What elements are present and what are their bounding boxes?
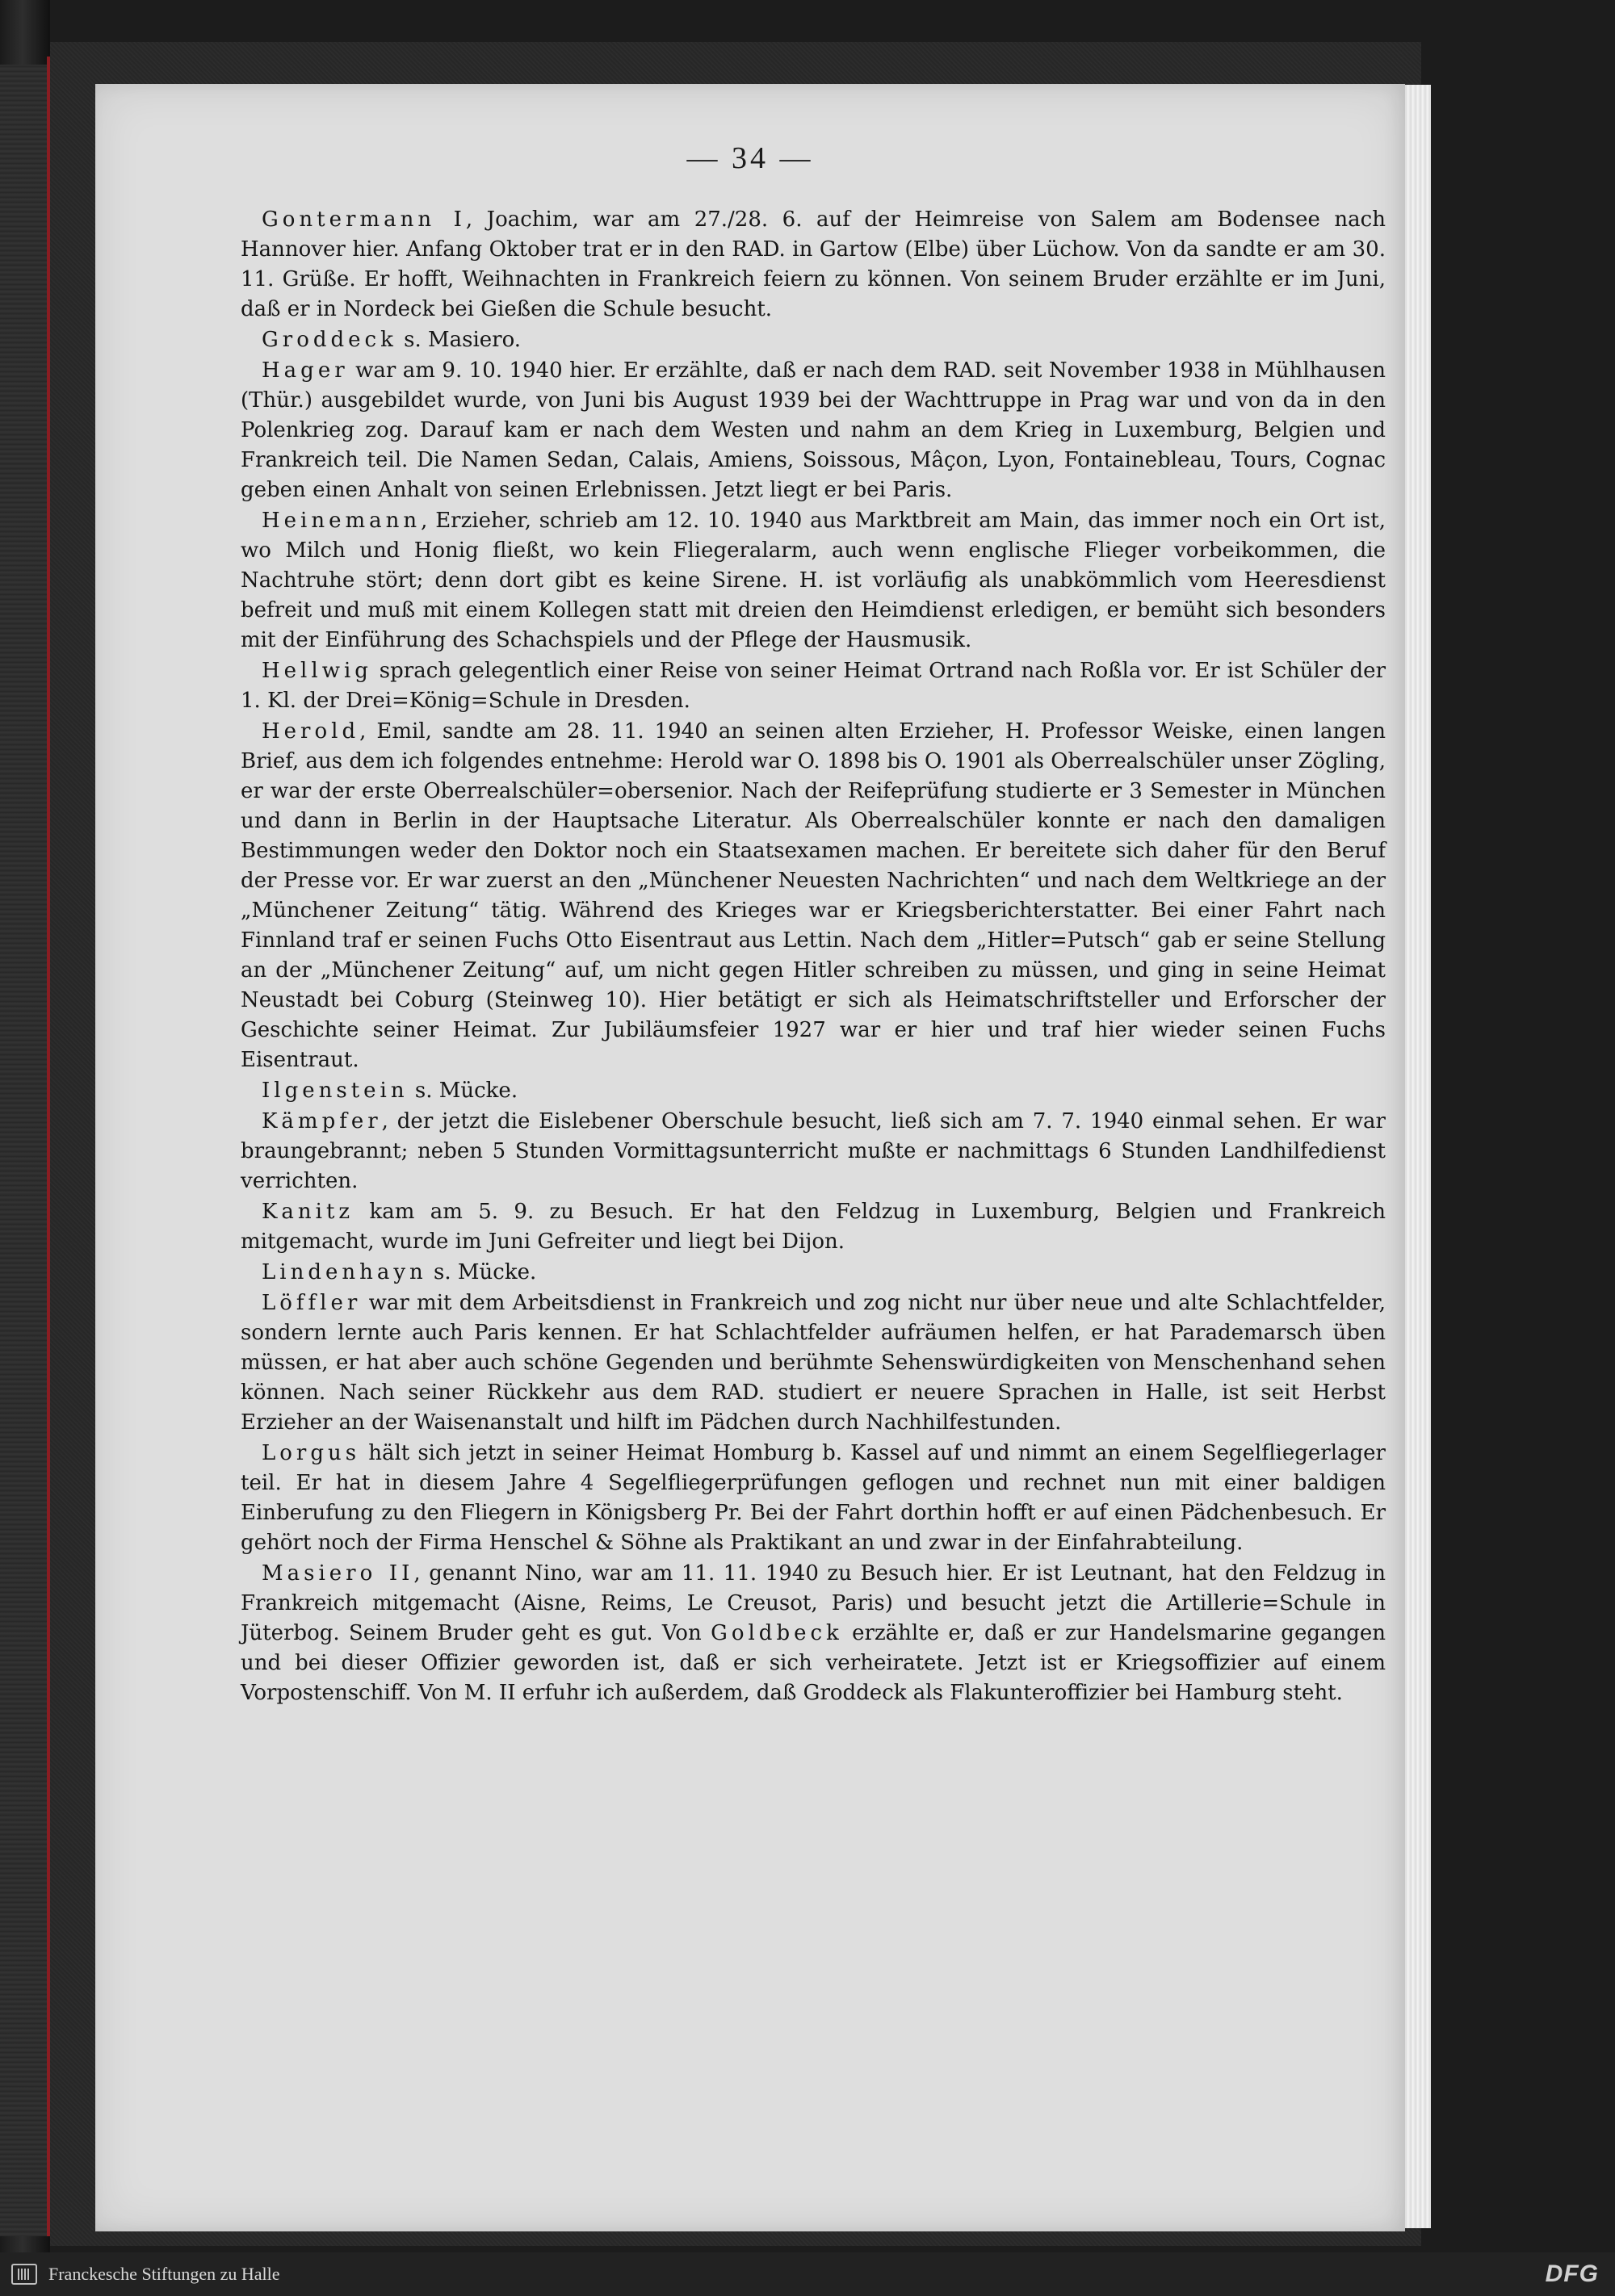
entry-name: Hager bbox=[262, 358, 349, 383]
entry-text: sprach gelegentlich einer Reise von seiner Heimat Ortrand nach Roßla vor. Er ist Schüler der 1. Kl. der Drei=König=Schule in Dresden. bbox=[241, 659, 1386, 713]
entry-text: s. Mücke. bbox=[408, 1079, 518, 1103]
entry-lorgus bbox=[241, 1439, 1386, 1558]
entry-text: s. Masiero. bbox=[396, 328, 522, 352]
document-page bbox=[95, 84, 1405, 2231]
entry-name: Heinemann bbox=[262, 509, 422, 533]
entry-hellwig bbox=[241, 656, 1386, 716]
library-logo-icon bbox=[11, 2264, 37, 2285]
entry-name: Löffler bbox=[262, 1291, 362, 1315]
entry-text: kam am 5. 9. zu Besuch. Er hat den Feldzug in Luxemburg, Belgien und Frankreich mitgemacht, wurde im Juni Gefreiter und liegt bei Dijon. bbox=[241, 1200, 1386, 1254]
entry-name: Lorgus bbox=[262, 1441, 361, 1465]
entry-hager bbox=[241, 356, 1386, 505]
entry-gontermann bbox=[241, 205, 1386, 325]
entry-name: Ilgenstein bbox=[262, 1079, 409, 1103]
entry-text: , der jetzt die Eislebener Oberschule besucht, ließ sich am 7. 7. 1940 einmal sehen. Er war braungebrannt; neben 5 Stunden Vormittagsunterricht mußte er nachmittags 6 Stunden Landhilfedienst verrichten. bbox=[241, 1109, 1386, 1193]
entry-heinemann bbox=[241, 506, 1386, 656]
entry-spaced-name: Goldbeck bbox=[711, 1621, 843, 1645]
entry-name: Hellwig bbox=[262, 659, 372, 683]
entry-name: Kämpfer bbox=[262, 1109, 382, 1133]
entry-kanitz bbox=[241, 1197, 1386, 1257]
entry-text-continued: erzählte er, daß er zur Handelsmarine gegangen und bei dieser Offizier geworden ist, daß er sich verheiratete. Jetzt ist er Kriegsoffizier auf einem Vorpostenschiff. Von M. II erfuhr ich außerdem, daß Groddeck als Flakunteroffizier bei Hamburg steht. bbox=[241, 1621, 1386, 1705]
institution-name: Franckesche Stiftungen zu Halle bbox=[48, 2264, 280, 2284]
entry-text: , genannt Nino, war am 11. 11. 1940 zu Besuch hier. Er ist Leutnant, hat den Feldzug in Frankreich mitgemacht (Aisne, Reims, Le Creusot, Paris) und besucht jetzt die Artillerie=Schule in Jüterbog. Seinem Bruder geht es gut. Von bbox=[241, 1561, 1386, 1645]
entry-text: hält sich jetzt in seiner Heimat Homburg b. Kassel auf und nimmt an einem Segelfliegerlager teil. Er hat in diesem Jahre 4 Segelfliegerprüfungen geflogen und rechnet nun mit einer baldigen Einberufung zu den Fliegern in Königsberg Pr. Bei der Fahrt dorthin hofft er auf einen Pädchenbesuch. Er gehört noch der Firma Henschel & Söhne als Praktikant an und zwar in der Einfahrabteilung. bbox=[241, 1441, 1386, 1555]
entry-kaempfer bbox=[241, 1107, 1386, 1196]
entry-masiero bbox=[241, 1559, 1386, 1708]
page-number: — 34 — bbox=[686, 141, 814, 175]
entry-text: war mit dem Arbeitsdienst in Frankreich und zog nicht nur über neue und alte Schlachtfelder, sondern lernte auch Paris kennen. Er hat Schlachtfelder aufräumen helfen, er hat Parademarsch üben müssen, er hat aber auch schöne Gegenden und berühmte Sehenswürdigkeiten von Menschenhand sehen können. Nach seiner Rückkehr aus dem RAD. studiert er neuere Sprachen in Halle, ist seit Herbst Erzieher an der Waisenanstalt und hilft im Pädchen durch Nachhilfestunden. bbox=[241, 1291, 1386, 1435]
entry-loeffler bbox=[241, 1288, 1386, 1438]
entry-text: , Joachim, war am 27./28. 6. auf der Heimreise von Salem am Bodensee nach Hannover hier. Anfang Oktober trat er in den RAD. in Gartow (Elbe) über Lüchow. Von da sandte er am 30. 11. Grüße. Er hofft, Weihnachten in Frankreich feiern zu können. Von seinem Bruder erzählte er im Juni, daß er in Nordeck bei Gießen die Schule besucht. bbox=[241, 207, 1386, 321]
entry-ilgenstein bbox=[241, 1076, 1386, 1106]
entry-name: Gontermann I bbox=[262, 207, 466, 232]
book-binding bbox=[0, 65, 50, 2236]
entry-name: Masiero II bbox=[262, 1561, 414, 1586]
entry-text: , Erzieher, schrieb am 12. 10. 1940 aus Marktbreit am Main, das immer noch ein Ort ist, wo Milch und Honig fließt, wo kein Fliegeralarm, auch wenn englische Flieger vorbeikommen, die Nachtruhe stört; denn dort gibt es keine Sirene. H. ist vorläufig als unabkömmlich vom Heeresdienst befreit und muß mit einem Kollegen statt mit dreien den Heimdienst erledigen, er bemüht sich besonders mit der Einführung des Schachspiels und der Pflege der Hausmusik. bbox=[241, 509, 1386, 652]
entry-herold bbox=[241, 717, 1386, 1075]
entry-name: Groddeck bbox=[262, 328, 397, 352]
entry-groddeck bbox=[241, 325, 1386, 355]
entry-name: Herold bbox=[262, 719, 360, 744]
entry-name: Kanitz bbox=[262, 1200, 354, 1224]
page-text bbox=[241, 205, 1386, 1709]
dfg-logo: DFG bbox=[1545, 2260, 1599, 2287]
entry-text: , Emil, sandte am 28. 11. 1940 an seinen alten Erzieher, H. Professor Weiske, einen langen Brief, aus dem ich folgendes entnehme: Herold war O. 1898 bis O. 1901 als Oberrealschüler unser Zögling, er war der erste Oberrealschüler=obersenior. Nach der Reifeprüfung studierte er 3 Semester in München und dann in Berlin in der Hauptsache Literatur. Als Oberrealschüler konnte er nach den damaligen Bestimmungen weder den Doktor noch ein Staatsexamen machen. Er bereitete sich daher für den Beruf der Presse vor. Er war zuerst an den „Münchener Neuesten Nachrichten“ und nach dem Weltkriege an der „Münchener Zeitung“ tätig. Während des Krieges war er Kriegsberichterstatter. Bei einer Fahrt nach Finnland traf er seinen Fuchs Otto Eisentraut aus Lettin. Nach dem „Hitler=Putsch“ gab er seine Stellung an der „Münchener Zeitung“ auf, um nicht gegen Hitler schreiben zu müssen, und ging in seine Heimat Neustadt bei Coburg (Steinweg 10). Hier betätigt er sich als Heimatschriftsteller und Erforscher der Geschichte seiner Heimat. Zur Jubiläumsfeier 1927 war er hier und traf hier wieder seinen Fuchs Eisentraut. bbox=[241, 719, 1386, 1072]
viewer-footer bbox=[0, 2252, 1615, 2296]
entry-name: Lindenhayn bbox=[262, 1260, 427, 1284]
entry-text: s. Mücke. bbox=[426, 1260, 537, 1284]
entry-text: war am 9. 10. 1940 hier. Er erzählte, daß er nach dem RAD. seit November 1938 in Mühlhausen (Thür.) ausgebildet wurde, von Juni bis August 1939 bei der Wachttruppe in Prag war und von da in den Polenkrieg zog. Darauf kam er nach dem Westen und nahm an dem Krieg in Luxemburg, Belgien und Frankreich teil. Die Namen Sedan, Calais, Amiens, Soissous, Mâçon, Lyon, Fontainebleau, Tours, Cognac geben einen Anhalt von seinen Erlebnissen. Jetzt liegt er bei Paris. bbox=[241, 358, 1386, 502]
entry-lindenhayn bbox=[241, 1258, 1386, 1288]
